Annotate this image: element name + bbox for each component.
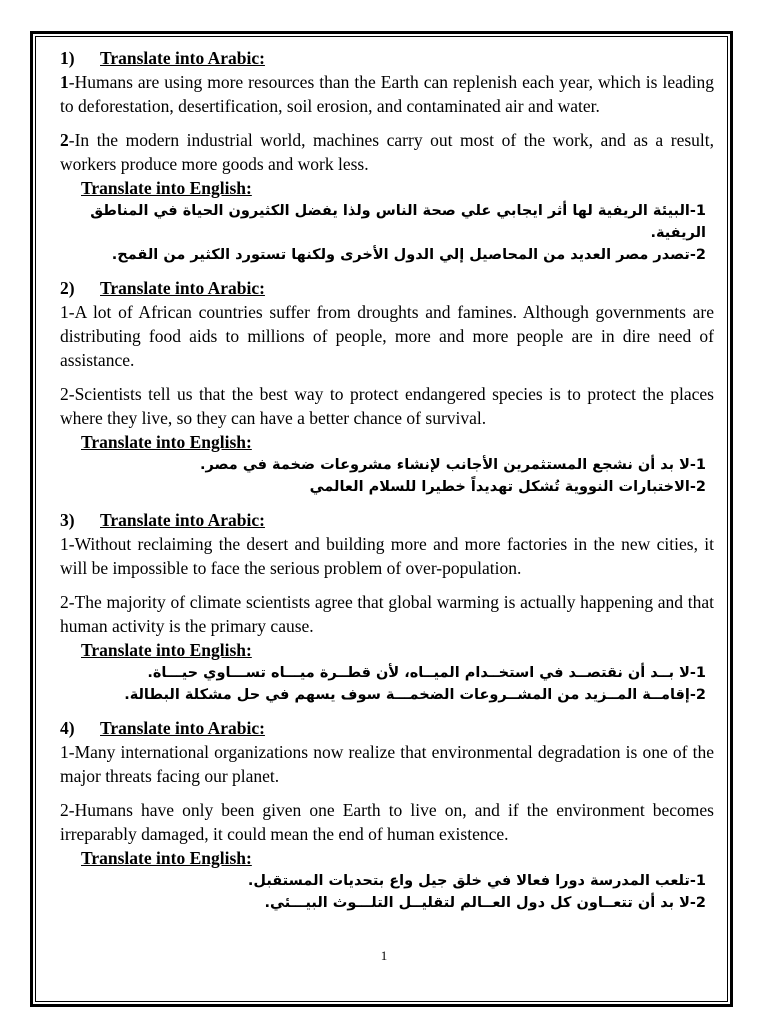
arabic-task-paragraph-2: [60, 382, 714, 430]
paragraph-text: -Humans are using more resources than the Earth can replenish each year, which is leading to deforestation, desertification, soil erosion, and contaminated air and water.: [60, 72, 714, 116]
paragraph-text: -The majority of climate scientists agree that global warming is actually happening and that human activity is the primary cause.: [60, 592, 714, 636]
section-4: [60, 716, 714, 914]
section-title: Translate into Arabic:: [100, 718, 265, 738]
arabic-task-paragraph-1: [60, 740, 714, 788]
arabic-task-paragraph-2: [60, 798, 714, 846]
paragraph-text: -Humans have only been given one Earth to live on, and if the environment becomes irreparably damaged, it could mean the end of human existence.: [60, 800, 714, 844]
page-number: 1: [380, 948, 388, 963]
section-number: 4): [60, 718, 75, 738]
paragraph-text: -In the modern industrial world, machines carry out most of the work, and as a result, workers produce more goods and work less.: [60, 130, 714, 174]
section-title: Translate into Arabic:: [100, 278, 265, 298]
section-number: 2): [60, 278, 75, 298]
section-number: 1): [60, 48, 75, 68]
arabic-sentence-1: 1-لا بد أن نشجع المستثمرين الأجانب لإنشاء مشروعات ضخمة في مصر.: [199, 457, 706, 473]
arabic-sentence-2: 2-إقامــة المــزيد من المشــروعات الضخمـــة سوف يسهم في حل مشكلة البطالة.: [124, 687, 706, 703]
arabic-sentence-2: 2-لا بد أن تتعــاون كل دول العــالم لتقليــل التلـــوث البيـــئي.: [264, 895, 706, 911]
paragraph-text: -A lot of African countries suffer from droughts and famines. Although governments are distributing food aids to millions of people, more and more people are in dire need of assistance.: [60, 302, 714, 370]
section-title: Translate into Arabic:: [100, 48, 265, 68]
paragraph-number: 1: [60, 302, 69, 322]
arabic-task-paragraph-2: [60, 128, 714, 176]
arabic-task-paragraph-1: [60, 300, 714, 372]
arabic-sentence-1: 1-لا بــد أن نقتصــد في استخــدام الميــاه، لأن قطــرة ميـــاه تســـاوي حيـــاة.: [147, 665, 706, 681]
english-task-title: Translate into English:: [81, 178, 252, 198]
section-title: Translate into Arabic:: [100, 510, 265, 530]
paragraph-number: 1: [60, 72, 69, 92]
section-heading: [60, 276, 714, 300]
arabic-task-paragraph-2: [60, 590, 714, 638]
paragraph-text: -Without reclaiming the desert and building more and more factories in the new cities, it will be impossible to face the serious problem of over-population.: [60, 534, 714, 578]
section-2: [60, 276, 714, 498]
english-task-title: Translate into English:: [81, 432, 252, 452]
paragraph-number: 1: [60, 534, 69, 554]
english-task-title: Translate into English:: [81, 640, 252, 660]
section-number: 3): [60, 510, 75, 530]
arabic-sentence-2: 2-تصدر مصر العديد من المحاصيل إلي الدول الأخرى ولكنها تستورد الكثير من القمح.: [111, 247, 706, 263]
english-task-title: Translate into English:: [81, 848, 252, 868]
section-1: [60, 46, 714, 266]
arabic-sentence-1: 1-البيئة الريفية لها أثر ايجابي علي صحة الناس ولذا يفضل الكثيرون الحياة في المناطق الريفية.: [90, 203, 706, 241]
paragraph-number: 2: [60, 592, 69, 612]
paragraph-number: 2: [60, 384, 69, 404]
paragraph-number: 2: [60, 130, 69, 150]
document-body: [60, 44, 714, 914]
arabic-task-paragraph-1: [60, 70, 714, 118]
arabic-task-paragraph-1: [60, 532, 714, 580]
section-heading: [60, 46, 714, 70]
section-heading: [60, 716, 714, 740]
section-3: [60, 508, 714, 706]
paragraph-text: -Scientists tell us that the best way to protect endangered species is to protect the places where they live, so they can have a better chance of survival.: [60, 384, 714, 428]
section-heading: [60, 508, 714, 532]
paragraph-text: -Many international organizations now realize that environmental degradation is one of the major threats facing our planet.: [60, 742, 714, 786]
paragraph-number: 2: [60, 800, 69, 820]
arabic-sentence-2: 2-الاختبارات النووية تُشكل تهديداً خطيرا للسلام العالمي: [309, 479, 706, 495]
paragraph-number: 1: [60, 742, 69, 762]
arabic-sentence-1: 1-تلعب المدرسة دورا فعالا في خلق جيل واع بتحديات المستقبل.: [247, 873, 706, 889]
